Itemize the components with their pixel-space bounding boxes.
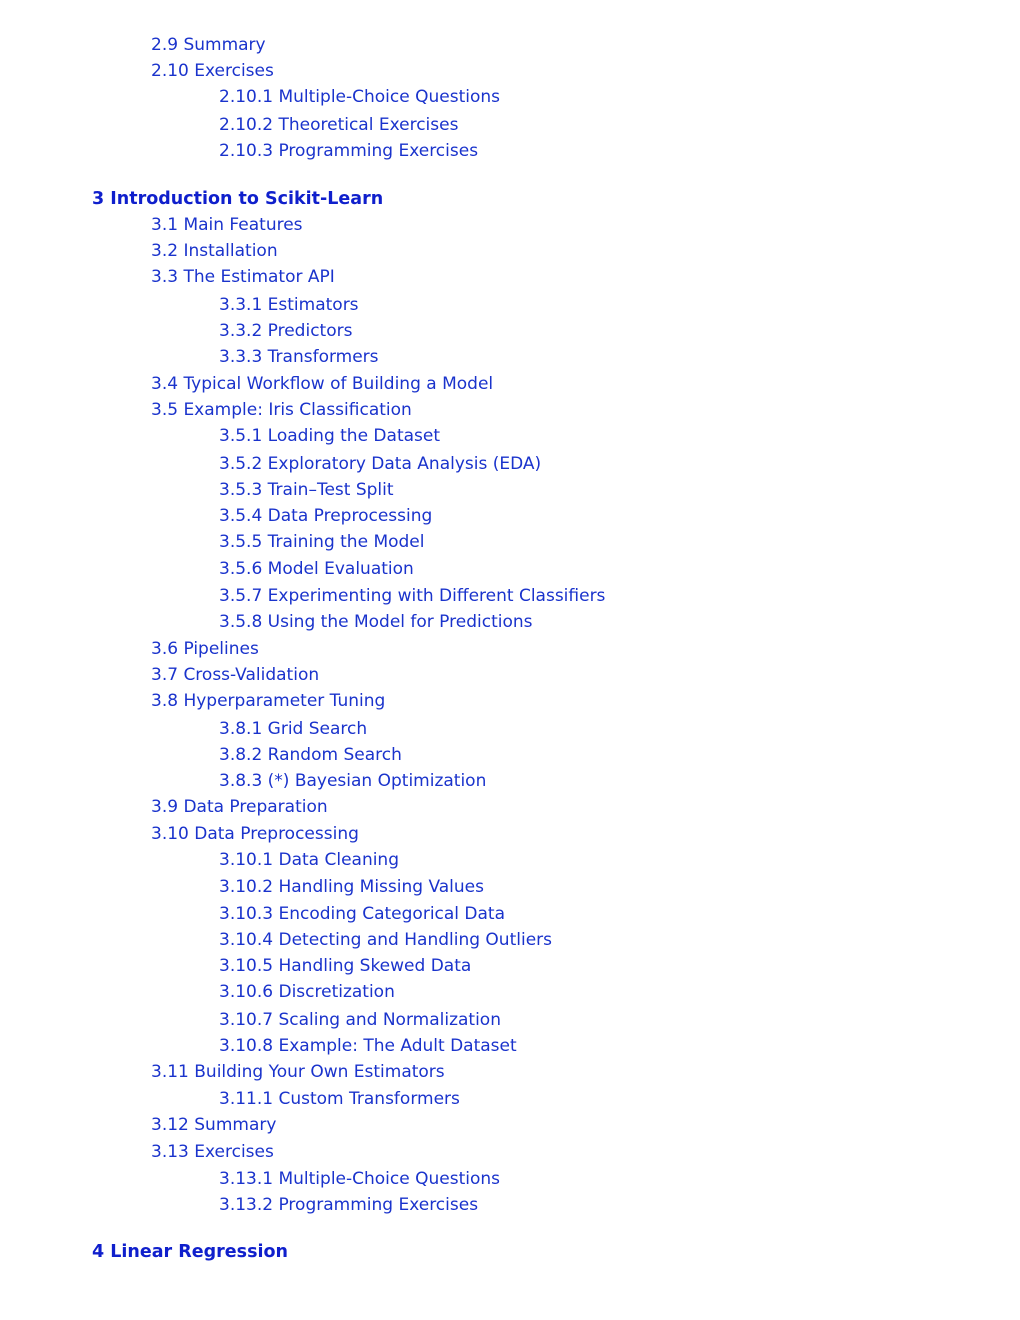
toc-entry-3-8-2[interactable]: 3.8.2 Random Search — [219, 745, 402, 765]
toc-entry-3-2[interactable]: 3.2 Installation — [151, 241, 278, 261]
toc-entry-3-11-1[interactable]: 3.11.1 Custom Transformers — [219, 1089, 460, 1109]
toc-entry-3-5-1[interactable]: 3.5.1 Loading the Dataset — [219, 426, 441, 446]
toc-entry-3-5-8[interactable]: 3.5.8 Using the Model for Predictions — [219, 612, 533, 632]
toc-entry-2-10-1[interactable]: 2.10.1 Multiple-Choice Questions — [219, 87, 501, 107]
toc-entry-2-10-3[interactable]: 2.10.3 Programming Exercises — [219, 141, 479, 161]
toc-entry-2-9[interactable]: 2.9 Summary — [151, 35, 266, 55]
toc-entry-3-10-4[interactable]: 3.10.4 Detecting and Handling Outliers — [219, 930, 552, 950]
toc-entry-3-5-3[interactable]: 3.5.3 Train–Test Split — [219, 480, 394, 500]
toc-entry-3-5-4[interactable]: 3.5.4 Data Preprocessing — [219, 506, 433, 526]
toc-entry-3-3[interactable]: 3.3 The Estimator API — [151, 267, 335, 287]
toc-entry-3-10-3[interactable]: 3.10.3 Encoding Categorical Data — [219, 904, 506, 924]
toc-entry-2-10[interactable]: 2.10 Exercises — [151, 61, 274, 81]
toc-chapter-4[interactable]: 4 Linear Regression — [92, 1242, 288, 1262]
toc-entry-3-4[interactable]: 3.4 Typical Workflow of Building a Model — [151, 374, 494, 394]
toc-entry-3-5-7[interactable]: 3.5.7 Experimenting with Different Classifiers — [219, 586, 606, 606]
toc-entry-3-10-6[interactable]: 3.10.6 Discretization — [219, 982, 395, 1002]
toc-entry-3-7[interactable]: 3.7 Cross-Validation — [151, 665, 320, 685]
toc-entry-3-6[interactable]: 3.6 Pipelines — [151, 639, 259, 659]
toc-entry-3-10-5[interactable]: 3.10.5 Handling Skewed Data — [219, 956, 472, 976]
toc-entry-3-10-8[interactable]: 3.10.8 Example: The Adult Dataset — [219, 1036, 517, 1056]
toc-entry-3-8[interactable]: 3.8 Hyperparameter Tuning — [151, 691, 386, 711]
toc-entry-3-8-3[interactable]: 3.8.3 (*) Bayesian Optimization — [219, 771, 487, 791]
toc-entry-3-11[interactable]: 3.11 Building Your Own Estimators — [151, 1062, 445, 1082]
toc-entry-3-10-2[interactable]: 3.10.2 Handling Missing Values — [219, 877, 484, 897]
toc-entry-3-3-2[interactable]: 3.3.2 Predictors — [219, 321, 353, 341]
toc-entry-3-5[interactable]: 3.5 Example: Iris Classification — [151, 400, 412, 420]
toc-entry-3-10-1[interactable]: 3.10.1 Data Cleaning — [219, 850, 400, 870]
toc-entry-3-3-1[interactable]: 3.3.1 Estimators — [219, 295, 359, 315]
toc-entry-3-12[interactable]: 3.12 Summary — [151, 1115, 277, 1135]
toc-entry-3-8-1[interactable]: 3.8.1 Grid Search — [219, 719, 368, 739]
toc-chapter-3[interactable]: 3 Introduction to Scikit-Learn — [92, 189, 384, 209]
toc-entry-3-10-7[interactable]: 3.10.7 Scaling and Normalization — [219, 1010, 501, 1030]
toc-entry-3-13-2[interactable]: 3.13.2 Programming Exercises — [219, 1195, 479, 1215]
toc-entry-3-5-5[interactable]: 3.5.5 Training the Model — [219, 532, 425, 552]
toc-entry-3-13[interactable]: 3.13 Exercises — [151, 1142, 274, 1162]
toc-entry-3-5-2[interactable]: 3.5.2 Exploratory Data Analysis (EDA) — [219, 454, 542, 474]
toc-entry-3-9[interactable]: 3.9 Data Preparation — [151, 797, 328, 817]
toc-entry-3-5-6[interactable]: 3.5.6 Model Evaluation — [219, 559, 414, 579]
toc-entry-3-10[interactable]: 3.10 Data Preprocessing — [151, 824, 359, 844]
toc-entry-3-13-1[interactable]: 3.13.1 Multiple-Choice Questions — [219, 1169, 501, 1189]
toc-entry-2-10-2[interactable]: 2.10.2 Theoretical Exercises — [219, 115, 459, 135]
toc-entry-3-3-3[interactable]: 3.3.3 Transformers — [219, 347, 379, 367]
toc-entry-3-1[interactable]: 3.1 Main Features — [151, 215, 303, 235]
